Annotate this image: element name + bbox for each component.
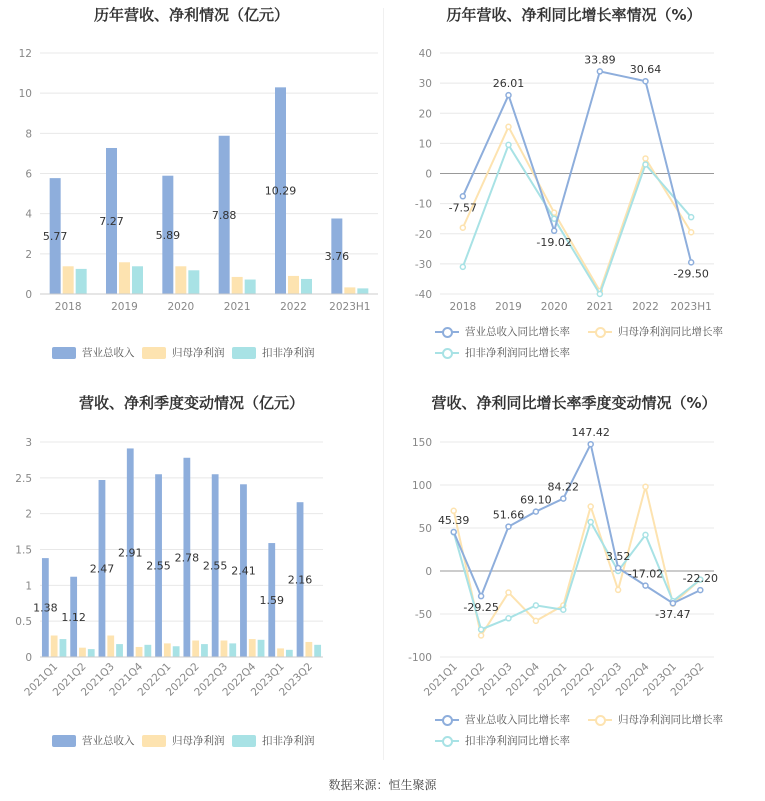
bar-2 [88, 649, 95, 657]
series-line-2 [463, 145, 691, 294]
legend-item[interactable] [232, 733, 315, 748]
legend-swatch [142, 347, 166, 359]
series-point-0 [552, 228, 557, 233]
legend-label: 营业总收入 [82, 735, 135, 747]
series-point-0 [616, 565, 621, 570]
legend-swatch [435, 347, 459, 359]
y-tick-label: 10 [418, 138, 432, 151]
legend-swatch [232, 735, 256, 747]
data-label: -29.25 [463, 601, 499, 615]
series-point-1 [643, 484, 648, 489]
x-tick-label: 2022Q1 [135, 660, 174, 699]
data-label: 45.39 [437, 513, 470, 527]
legend-item[interactable] [435, 324, 570, 339]
legend-item[interactable] [52, 345, 135, 360]
bar-2 [76, 269, 87, 294]
data-label: 69.10 [520, 493, 552, 507]
x-tick-label: 2022 [632, 301, 659, 313]
annual-bar-chart [0, 0, 383, 380]
bar-2 [245, 280, 256, 294]
series-point-1 [506, 590, 511, 595]
x-tick-label: 2021Q1 [22, 660, 61, 699]
x-tick-label: 2019 [495, 301, 522, 313]
series-point-0 [451, 529, 456, 534]
x-tick-label: 2018 [54, 301, 82, 313]
data-source: 数据来源：恒生聚源 [328, 778, 437, 792]
y-tick-label: 30 [418, 78, 432, 91]
series-point-0 [643, 583, 648, 588]
legend-label: 归母净利润 [172, 735, 225, 747]
bar-1 [164, 643, 171, 657]
y-tick-label: -10 [414, 198, 432, 211]
series-point-0 [689, 260, 694, 265]
legend-swatch [52, 735, 76, 747]
series-point-0 [698, 588, 703, 593]
bar-1 [305, 642, 312, 657]
x-tick-label: 2022Q2 [163, 660, 202, 699]
legend-item[interactable] [435, 712, 570, 727]
series-point-0 [506, 524, 511, 529]
data-label: 51.66 [492, 508, 525, 522]
bar-1 [136, 647, 143, 657]
data-label: 2.16 [287, 573, 313, 587]
legend-swatch [435, 326, 459, 338]
y-tick-label: 3 [25, 437, 32, 449]
legend-label: 扣非净利润同比增长率 [465, 347, 570, 359]
data-label: 1.12 [61, 610, 86, 624]
series-point-1 [506, 124, 511, 129]
x-tick-label: 2021 [223, 301, 251, 313]
data-label: 7.27 [99, 214, 124, 228]
legend-label: 归母净利润同比增长率 [618, 714, 723, 726]
data-label: 33.89 [584, 53, 616, 67]
legend-label: 扣非净利润 [262, 735, 315, 747]
legend-item[interactable] [52, 733, 135, 748]
series-point-2 [533, 603, 538, 608]
series-point-2 [506, 616, 511, 621]
series-point-2 [597, 292, 602, 297]
data-label: 30.64 [629, 63, 662, 77]
y-tick-label: 150 [411, 437, 432, 449]
legend-item[interactable] [142, 345, 225, 360]
data-label: 10.29 [264, 184, 297, 198]
chart-title: 历年营收、净利同比增长率情况（%） [446, 6, 702, 24]
x-tick-label: 2022Q3 [192, 660, 231, 699]
series-point-2 [643, 532, 648, 537]
series-point-1 [643, 156, 648, 161]
legend-swatch [588, 326, 612, 338]
y-tick-label: -20 [414, 228, 432, 241]
y-tick-label: 2.5 [15, 472, 32, 485]
bar-1 [175, 266, 186, 294]
legend-swatch [52, 347, 76, 359]
legend-label: 归母净利润同比增长率 [618, 326, 723, 338]
x-tick-label: 2023Q1 [248, 660, 287, 699]
series-point-1 [533, 618, 538, 623]
y-tick-label: 40 [418, 48, 432, 60]
x-tick-label: 2021Q2 [50, 660, 89, 699]
bar-2 [286, 650, 293, 657]
data-label: 26.01 [492, 77, 525, 91]
x-tick-label: 2022Q3 [586, 660, 625, 699]
data-label: 2.55 [146, 559, 171, 573]
y-tick-label: -50 [414, 609, 432, 621]
y-tick-label: -100 [408, 652, 432, 664]
legend-swatch [588, 714, 612, 726]
data-label: 7.88 [211, 208, 237, 222]
legend-label: 营业总收入同比增长率 [465, 326, 570, 338]
quarterly-bar-chart [0, 388, 383, 768]
data-label: 2.78 [174, 551, 200, 565]
series-point-2 [506, 142, 511, 147]
legend-swatch [142, 735, 166, 747]
series-point-0 [588, 442, 593, 447]
data-label: -19.02 [536, 235, 572, 249]
bar-2 [314, 645, 321, 657]
chart-title: 历年营收、净利情况（亿元） [93, 6, 289, 24]
series-point-2 [479, 627, 484, 632]
bar-1 [221, 641, 228, 657]
legend-swatch [435, 714, 459, 726]
bar-2 [132, 266, 143, 294]
bar-1 [288, 276, 299, 294]
bar-1 [51, 636, 58, 658]
data-label: 2.47 [89, 562, 115, 576]
x-tick-label: 2021Q3 [476, 660, 515, 699]
legend-label: 归母净利润 [172, 347, 225, 359]
series-point-0 [597, 69, 602, 74]
legend-item[interactable] [232, 345, 315, 360]
y-tick-label: -40 [414, 289, 432, 301]
y-tick-label: 0 [425, 168, 432, 181]
y-tick-label: 0 [425, 566, 432, 578]
y-tick-label: -30 [414, 258, 432, 271]
legend-item[interactable] [435, 733, 570, 748]
bar-1 [192, 641, 199, 657]
x-tick-label: 2021Q2 [449, 660, 488, 699]
y-tick-label: 2 [25, 508, 32, 521]
y-tick-label: 100 [411, 480, 432, 492]
bar-1 [63, 266, 74, 294]
data-label: 5.89 [155, 228, 181, 242]
x-tick-label: 2022Q1 [531, 660, 570, 699]
chart-title: 营收、净利季度变动情况（亿元） [78, 394, 304, 412]
x-tick-label: 2021Q1 [421, 660, 460, 699]
data-label: 3.52 [605, 549, 631, 563]
x-tick-label: 2023Q2 [277, 660, 315, 699]
y-tick-label: 4 [25, 208, 32, 221]
x-tick-label: 2020 [167, 301, 195, 313]
legend-item[interactable] [435, 345, 570, 360]
x-tick-label: 2023H1 [329, 301, 371, 313]
bar-1 [79, 648, 86, 657]
x-tick-label: 2022Q2 [558, 660, 597, 699]
data-label: 84.22 [547, 480, 580, 494]
data-label: -22.20 [682, 572, 719, 586]
x-tick-label: 2020 [540, 301, 568, 313]
series-point-1 [460, 225, 465, 230]
series-point-2 [588, 519, 593, 524]
y-tick-label: 50 [418, 523, 432, 535]
series-point-2 [552, 216, 557, 221]
data-label: -17.02 [627, 567, 664, 581]
annual-revenue-profit-panel [0, 0, 383, 380]
x-tick-label: 2022Q4 [613, 660, 652, 699]
series-point-1 [451, 508, 456, 513]
series-point-0 [460, 194, 465, 199]
x-tick-label: 2021Q4 [107, 660, 146, 699]
legend-label: 扣非净利润同比增长率 [465, 735, 570, 747]
series-point-1 [689, 230, 694, 235]
bar-2 [188, 270, 199, 294]
bar-1 [344, 287, 355, 294]
bar-1 [249, 639, 256, 657]
bar-2 [116, 644, 123, 657]
bar-2 [229, 643, 236, 657]
bar-2 [258, 640, 265, 657]
series-point-1 [588, 504, 593, 509]
y-tick-label: 6 [25, 168, 32, 181]
x-tick-label: 2023H1 [670, 301, 712, 313]
data-label: -37.47 [655, 608, 691, 622]
series-point-2 [460, 264, 465, 269]
bar-2 [173, 646, 180, 657]
y-tick-label: 0 [25, 652, 32, 664]
chart-title: 营收、净利同比增长率季度变动情况（%） [431, 394, 717, 412]
x-tick-label: 2023Q1 [641, 660, 680, 699]
data-label: 1.38 [33, 601, 58, 615]
y-tick-label: 1 [25, 580, 32, 593]
y-tick-label: 1.5 [15, 544, 32, 557]
x-tick-label: 2021Q4 [504, 660, 543, 699]
legend-label: 营业总收入 [82, 347, 135, 359]
y-tick-label: 0.5 [15, 616, 32, 629]
data-label: -29.50 [673, 267, 709, 281]
data-label: 2.91 [118, 546, 143, 560]
data-label: 147.42 [571, 426, 610, 440]
legend-item[interactable] [588, 324, 723, 339]
series-point-0 [643, 79, 648, 84]
bar-2 [60, 639, 67, 657]
y-tick-label: 2 [25, 248, 32, 261]
x-tick-label: 2022 [280, 301, 307, 313]
series-point-0 [479, 594, 484, 599]
series-point-0 [670, 601, 675, 606]
x-tick-label: 2023Q2 [668, 660, 707, 699]
legend-swatch [435, 735, 459, 747]
data-label: 5.77 [42, 230, 68, 244]
bar-2 [301, 279, 312, 294]
series-point-0 [561, 496, 566, 501]
annual-growth-panel [383, 0, 765, 380]
data-label: -7.57 [448, 201, 478, 215]
legend-item[interactable] [588, 712, 723, 727]
series-point-1 [616, 587, 621, 592]
series-point-1 [479, 633, 484, 638]
bar-1 [107, 636, 114, 658]
data-label: 3.76 [324, 250, 350, 264]
bar-1 [232, 277, 243, 294]
quarterly-line-chart [383, 388, 765, 768]
x-tick-label: 2021Q3 [78, 660, 117, 699]
series-point-2 [689, 215, 694, 220]
bar-1 [277, 648, 284, 657]
legend-label: 扣非净利润 [262, 347, 315, 359]
quarterly-growth-panel [383, 388, 765, 768]
y-tick-label: 20 [418, 108, 432, 121]
data-label: 2.55 [202, 559, 228, 573]
series-point-2 [561, 607, 566, 612]
y-tick-label: 12 [18, 48, 32, 60]
data-label: 1.59 [259, 594, 285, 608]
legend-swatch [232, 347, 256, 359]
legend-label: 营业总收入同比增长率 [465, 714, 570, 726]
y-tick-label: 10 [18, 88, 32, 101]
series-point-0 [506, 93, 511, 98]
bar-2 [144, 645, 151, 657]
series-point-0 [533, 509, 538, 514]
annual-line-chart [383, 0, 765, 380]
bar-2 [201, 644, 208, 657]
series-point-2 [643, 162, 648, 167]
quarterly-revenue-profit-panel [0, 388, 383, 768]
bar-1 [119, 262, 130, 294]
y-tick-label: 8 [25, 128, 32, 141]
y-tick-label: 0 [25, 289, 32, 301]
bar-2 [357, 288, 368, 294]
x-tick-label: 2022Q4 [220, 660, 259, 699]
data-label: 2.41 [231, 564, 256, 578]
x-tick-label: 2018 [449, 301, 477, 313]
x-tick-label: 2019 [111, 301, 138, 313]
legend-item[interactable] [142, 733, 225, 748]
x-tick-label: 2021 [586, 301, 614, 313]
